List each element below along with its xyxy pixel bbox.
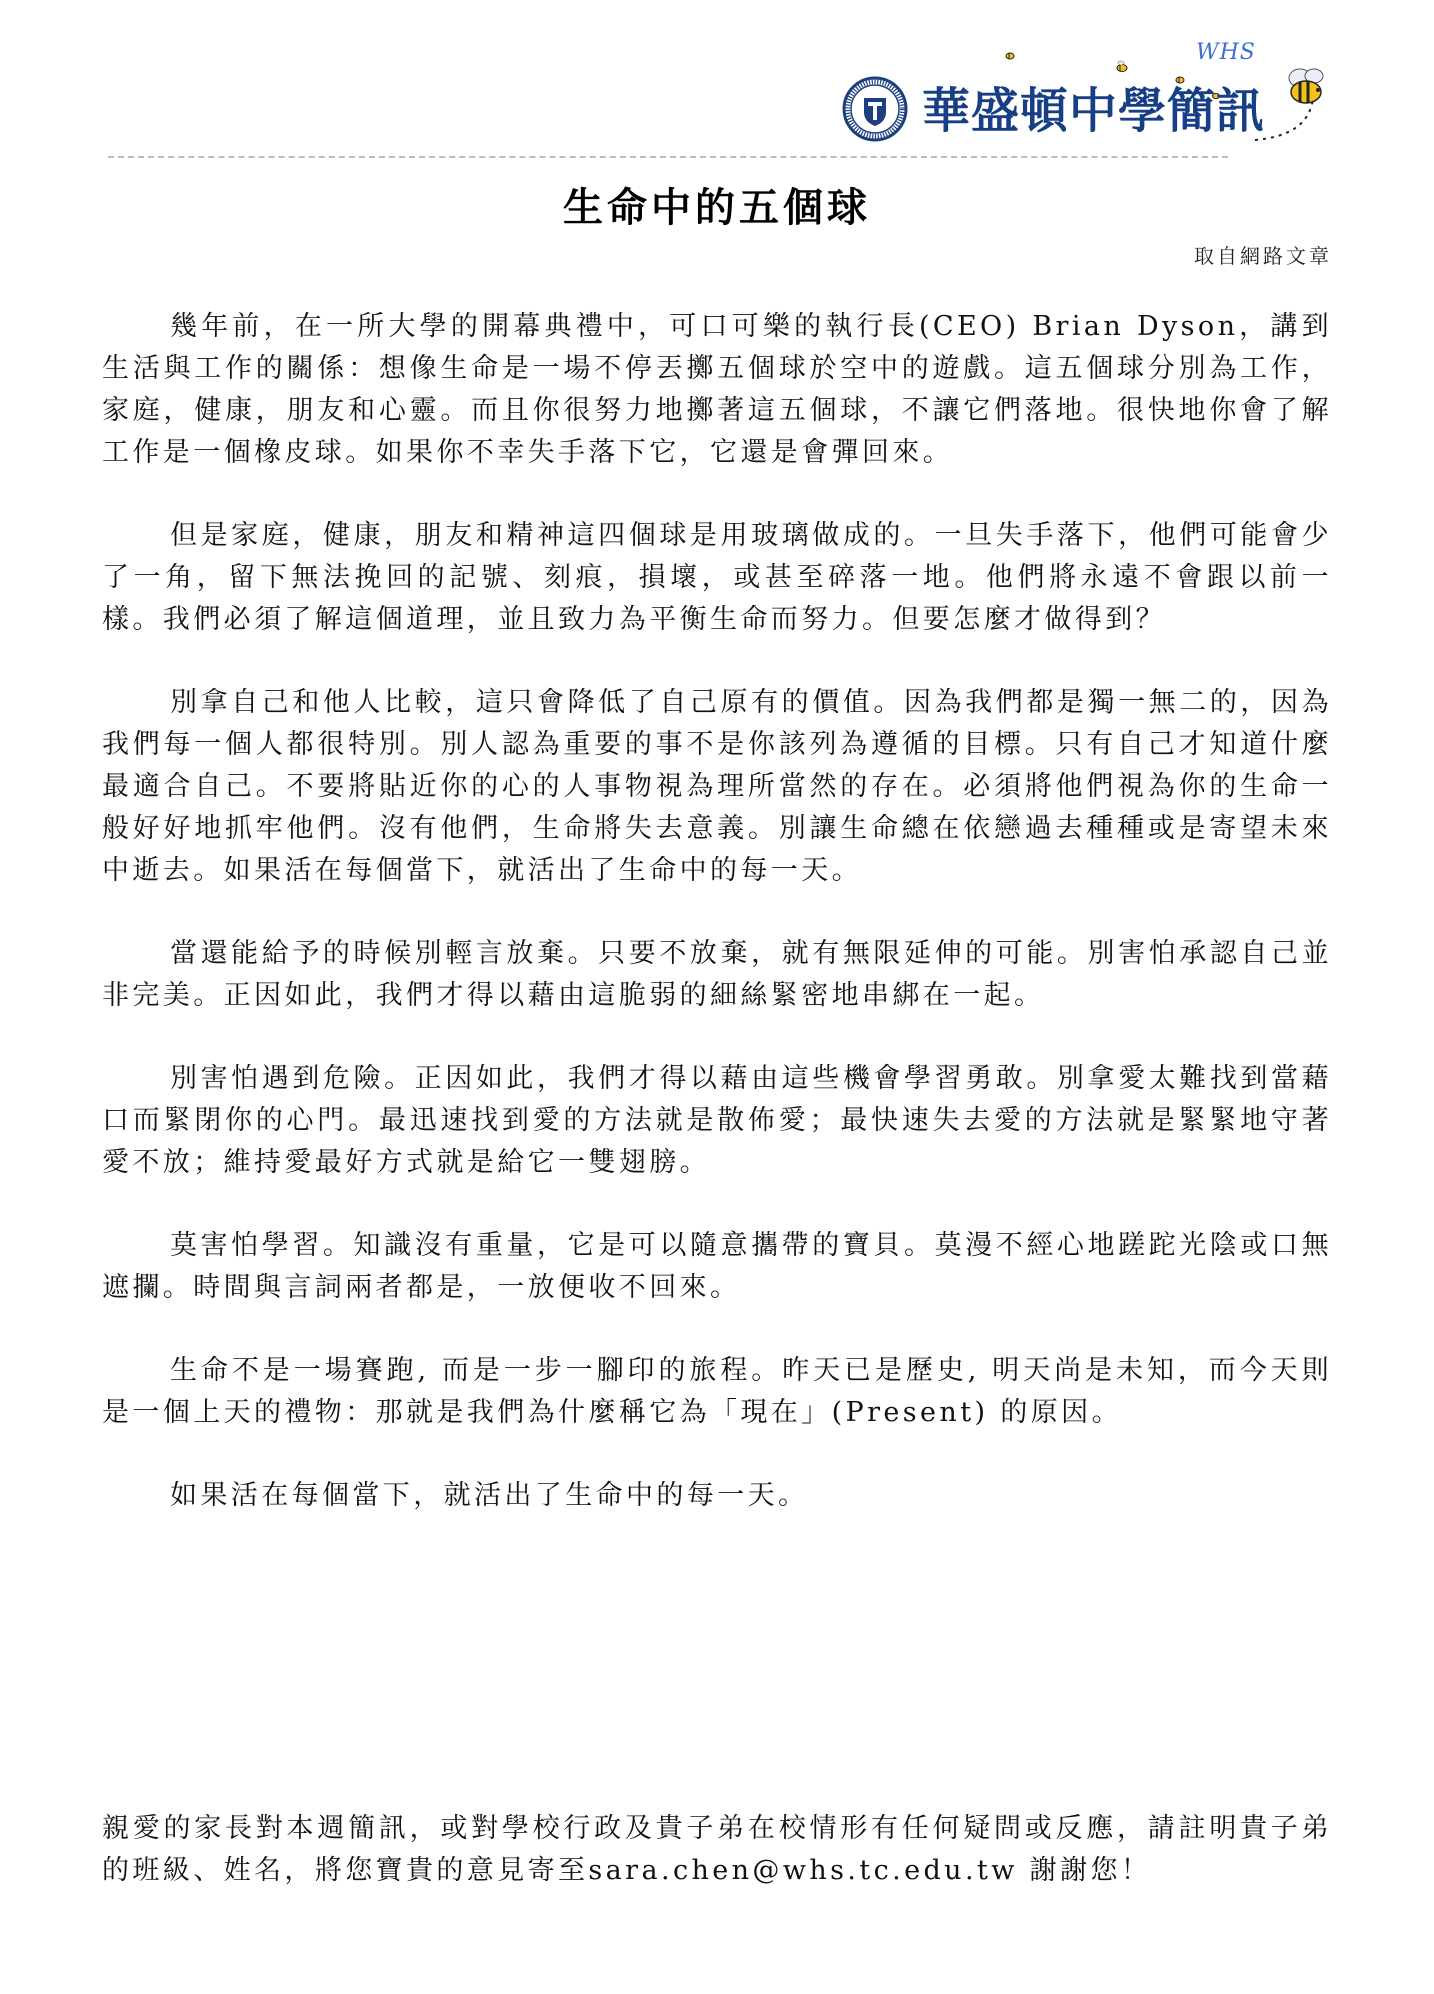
bee-icon [1289,69,1323,103]
small-bee-icon [1006,53,1014,59]
article-paragraph: 別害怕遇到危險。正因如此，我們才得以藉由這些機會學習勇敢。別拿愛太難找到當藉口而緊閉你的心門。最迅速找到愛的方法就是散佈愛；最快速失去愛的方法就是緊緊地守著愛不放；維持愛最好方式就是給它一雙翅膀。 [102,1063,1332,1178]
article-paragraph: 生命不是一場賽跑, 而是一步一腳印的旅程。昨天已是歷史, 明天尚是未知，而今天則是一個上天的禮物：那就是我們為什麼稱它為「現在」(Present) 的原因。 [102,1355,1333,1428]
newsletter-title: 華盛頓中學簡訊 [922,83,1266,139]
article-body [102,306,1332,1558]
article-paragraph: 幾年前，在一所大學的開幕典禮中，可口可樂的執行長(CEO) Brian Dyson，講到生活與工作的關係：想像生命是一場不停丟擲五個球於空中的遊戲。這五個球分別為工作，家庭，健康，朋友和心靈。而且你很努力地擲著這五個球，不讓它們落地。很快地你會了解工作是一個橡皮球。如果你不幸失手落下它，它還是會彈回來。 [102,311,1332,468]
article-paragraph: 但是家庭，健康，朋友和精神這四個球是用玻璃做成的。一旦失手落下，他們可能會少了一角，留下無法挽回的記號、刻痕，損壞，或甚至碎落一地。他們將永遠不會跟以前一樣。我們必須了解這個道理，並且致力為平衡生命而努力。但要怎麼才做得到？ [102,520,1332,635]
contact-note: 親愛的家長對本週簡訊，或對學校行政及貴子弟在校情形有任何疑問或反應，請註明貴子弟的班級、姓名，將您寶貴的意見寄至sara.chen@whs.tc.edu.tw 謝謝您！ [102,1813,1332,1886]
whs-mark: WHS [1196,40,1256,65]
article-title: 生命中的五個球 [563,185,871,231]
small-bee-icon [1117,61,1127,72]
article-source: 取自網路文章 [1194,244,1332,268]
article-paragraph: 如果活在每個當下，就活出了生命中的每一天。 [170,1480,809,1511]
article-paragraph: 莫害怕學習。知識沒有重量，它是可以隨意攜帶的寶貝。莫漫不經心地蹉跎光陰或口無遮攔。時間與言詞兩者都是，一放便收不回來。 [102,1230,1332,1303]
school-seal-logo [842,76,908,142]
header-divider [108,156,1228,158]
newsletter-header [0,0,1434,160]
article-paragraph: 當還能給予的時候別輕言放棄。只要不放棄，就有無限延伸的可能。別害怕承認自己並非完美。正因如此，我們才得以藉由這脆弱的細絲緊密地串綁在一起。 [102,938,1332,1011]
article-paragraph: 別拿自己和他人比較，這只會降低了自己原有的價值。因為我們都是獨一無二的，因為我們每一個人都很特別。別人認為重要的事不是你該列為遵循的目標。只有自己才知道什麼最適合自己。不要將貼近你的心的人事物視為理所當然的存在。必須將他們視為你的生命一般好好地抓牢他們。沒有他們，生命將失去意義。別讓生命總在依戀過去種種或是寄望未來中逝去。如果活在每個當下，就活出了生命中的每一天。 [102,687,1332,886]
